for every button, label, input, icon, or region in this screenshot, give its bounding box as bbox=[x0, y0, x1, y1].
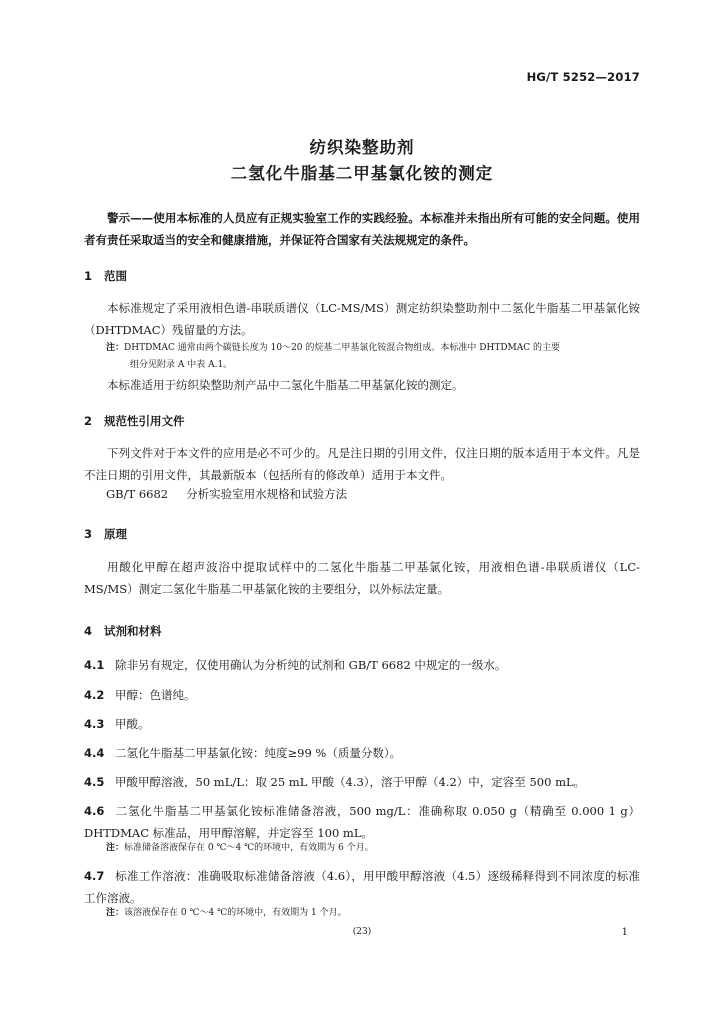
section-title: 规范性引用文件 bbox=[104, 414, 185, 428]
standard-code: HG/T 5252—2017 bbox=[526, 70, 640, 84]
item-text: 除非另有规定，仅使用确认为分析纯的试剂和 GB/T 6682 中规定的一级水。 bbox=[115, 658, 507, 672]
section-title: 原理 bbox=[104, 527, 127, 541]
reference-item bbox=[106, 486, 347, 502]
section-1-paragraph-2: 本标准适用于纺织染整助剂产品中二氢化牛脂基二甲基氯化铵的测定。 bbox=[107, 378, 464, 392]
note-label: 注： bbox=[106, 908, 125, 918]
item-4-7-note bbox=[106, 905, 640, 922]
section-number: 2 bbox=[84, 414, 93, 428]
section-number: 3 bbox=[84, 527, 93, 541]
item-number: 4.3 bbox=[84, 717, 105, 731]
section-2-heading bbox=[84, 413, 185, 429]
item-4-6-note bbox=[106, 840, 640, 857]
footer-center-number: (23) bbox=[352, 927, 372, 937]
section-1-note-line2: 组分见附录 A 中表 A.1。 bbox=[130, 360, 233, 370]
note-text-line1: DHTDMAC 通常由两个碳链长度为 10～20 的烷基二甲基氯化铵混合物组成。本标准中 DHTDMAC 的主要 bbox=[124, 343, 560, 353]
note-label: 注： bbox=[106, 343, 125, 353]
section-1-note bbox=[106, 340, 640, 357]
item-number: 4.4 bbox=[84, 746, 105, 760]
list-item bbox=[84, 800, 640, 844]
item-text: 标准工作溶液：准确吸取标准储备溶液（4.6），用甲酸甲醇溶液（4.5）逐级稀释得到不同浓度的标准工作溶液。 bbox=[84, 869, 640, 905]
section-1-heading bbox=[84, 268, 127, 284]
item-number: 4.1 bbox=[84, 658, 105, 672]
list-item bbox=[84, 684, 640, 706]
doc-title-line1: 纺织染整助剂 bbox=[309, 138, 415, 157]
item-number: 4.6 bbox=[84, 804, 105, 818]
page-number: 1 bbox=[621, 927, 628, 938]
list-item bbox=[84, 865, 640, 909]
section-number: 1 bbox=[84, 269, 93, 283]
item-text: 二氢化牛脂基二甲基氯化铵标准储备溶液，500 mg/L：准确称取 0.050 g（精确至 0.000 1 g）DHTDMAC 标准品，用甲醇溶解，并定容至 100 mL。 bbox=[84, 804, 640, 840]
note-label: 注： bbox=[106, 843, 125, 853]
doc-title-line2: 二氢化牛脂基二甲基氯化铵的测定 bbox=[230, 164, 494, 183]
note-text: 标准储备溶液保存在 0 ℃～4 ℃的环境中，有效期为 6 个月。 bbox=[124, 843, 374, 853]
section-3-paragraph-1: 用酸化甲醇在超声波浴中提取试样中的二氢化牛脂基二甲基氯化铵，用液相色谱-串联质谱仪（LC-MS/MS）测定二氢化牛脂基二甲基氯化铵的主要组分，以外标法定量。 bbox=[84, 560, 640, 596]
item-text: 二氢化牛脂基二甲基氯化铵：纯度≥99 %（质量分数）。 bbox=[115, 746, 402, 760]
section-title: 试剂和材料 bbox=[104, 624, 162, 638]
reference-code: GB/T 6682 bbox=[106, 487, 169, 501]
section-1-paragraph-1: 本标准规定了采用液相色谱-串联质谱仪（LC-MS/MS）测定纺织染整助剂中二氢化牛脂基二甲基氯化铵（DHTDMAC）残留量的方法。 bbox=[84, 301, 640, 337]
item-text: 甲醇：色谱纯。 bbox=[115, 688, 196, 702]
warning-paragraph: 警示——使用本标准的人员应有正规实验室工作的实践经验。本标准并未指出所有可能的安全问题。使用者有责任采取适当的安全和健康措施，并保证符合国家有关法规规定的条件。 bbox=[84, 211, 640, 247]
item-number: 4.7 bbox=[84, 869, 105, 883]
list-item bbox=[84, 771, 640, 793]
section-title: 范围 bbox=[104, 269, 127, 283]
list-item bbox=[84, 654, 640, 676]
section-4-heading bbox=[84, 623, 162, 639]
reference-title: 分析实验室用水规格和试验方法 bbox=[186, 487, 348, 501]
item-text: 甲酸甲醇溶液，50 mL/L：取 25 mL 甲酸（4.3），溶于甲醇（4.2）中，定容至 500 mL。 bbox=[115, 775, 586, 789]
list-item bbox=[84, 742, 640, 764]
item-number: 4.2 bbox=[84, 688, 105, 702]
item-number: 4.5 bbox=[84, 775, 105, 789]
note-text: 该溶液保存在 0 ℃～4 ℃的环境中，有效期为 1 个月。 bbox=[124, 908, 347, 918]
list-item bbox=[84, 713, 640, 735]
section-number: 4 bbox=[84, 624, 93, 638]
section-3-heading bbox=[84, 526, 127, 542]
item-text: 甲酸。 bbox=[115, 717, 150, 731]
section-2-paragraph-1: 下列文件对于本文件的应用是必不可少的。凡是注日期的引用文件，仅注日期的版本适用于本文件。凡是不注日期的引用文件，其最新版本（包括所有的修改单）适用于本文件。 bbox=[84, 446, 640, 482]
